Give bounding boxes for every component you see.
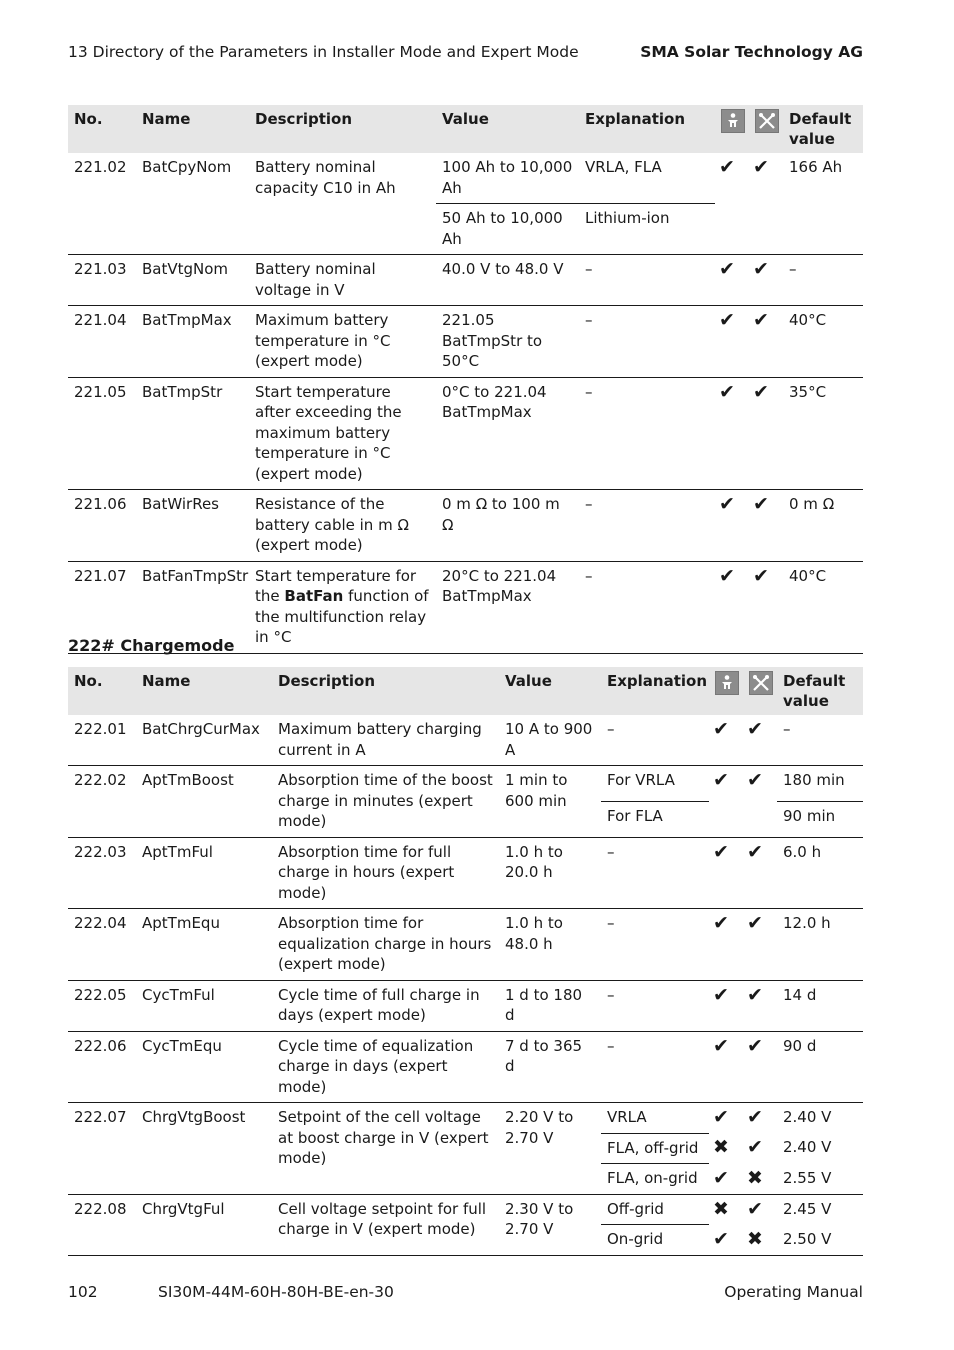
installer-check: ✔	[709, 715, 743, 766]
cell-default: 2.45 V	[783, 1199, 832, 1218]
header-value: Value	[499, 667, 601, 715]
header-explanation: Explanation	[579, 105, 715, 153]
cell-description: Resistance of the battery cable in m Ω (expert mode)	[249, 490, 436, 562]
cell-name: CycTmEqu	[136, 1031, 272, 1103]
cell-value: 20°C to 221.04 BatTmpMax	[436, 561, 579, 653]
header-no: No.	[68, 667, 136, 715]
cell-explanation: FLA, off-grid	[601, 1133, 709, 1164]
cell-explanation: For FLA	[601, 801, 709, 837]
cell-default: 40°C	[783, 306, 863, 378]
cell-explanation: FLA, on-grid	[601, 1164, 709, 1195]
table-header-row	[68, 105, 863, 153]
cell-value: 50 Ah to 10,000 Ah	[436, 204, 579, 255]
cell-default: 2.40 V	[783, 1138, 832, 1156]
cell-name: ChrgVtgBoost	[136, 1103, 272, 1195]
header-installer	[715, 105, 749, 153]
expert-check: ✔	[743, 766, 777, 838]
description-text: Start temperature for the	[255, 566, 417, 605]
cell-default: 0 m Ω	[783, 490, 863, 562]
cell-default: 6.0 h	[777, 837, 863, 909]
cell-name: BatCpyNom	[136, 153, 249, 255]
expert-check: ✔	[743, 837, 777, 909]
cell-default: 90 d	[777, 1031, 863, 1103]
cell-explanation: –	[579, 490, 715, 562]
cell-value: 7 d to 365 d	[499, 1031, 601, 1103]
cell-explanation: –	[579, 255, 715, 306]
expert-check: ✔	[743, 1031, 777, 1103]
expert-check: ✔	[749, 306, 783, 378]
cell-default: 166 Ah	[783, 153, 863, 255]
cell-name: AptTmFul	[136, 837, 272, 909]
cell-no: 222.05	[68, 980, 136, 1031]
document-id: SI30M-44M-60H-80H-BE-en-30	[158, 1283, 394, 1301]
cell-no: 222.04	[68, 909, 136, 981]
cell-explanation: VRLA, FLA	[579, 153, 715, 204]
installer-check: ✔	[709, 909, 743, 981]
installer-check: ✖	[713, 1136, 729, 1158]
cell-description: Absorption time of the boost charge in minutes (expert mode)	[272, 766, 499, 838]
expert-check: ✔	[747, 1136, 763, 1158]
chapter-heading: 13 Directory of the Parameters in Installer Mode and Expert Mode	[68, 43, 579, 61]
table-row	[68, 837, 863, 909]
installer-check: ✔	[709, 1164, 743, 1195]
cell-no: 221.06	[68, 490, 136, 562]
expert-check: ✔	[749, 561, 783, 653]
cell-explanation: VRLA	[601, 1103, 709, 1134]
cell-explanation: –	[601, 909, 709, 981]
cell-explanation: –	[579, 561, 715, 653]
expert-check: ✔	[749, 377, 783, 490]
parameter-table-221	[68, 105, 863, 654]
installer-check: ✖	[713, 1197, 729, 1220]
installer-icon	[715, 671, 739, 695]
installer-check: ✔	[709, 837, 743, 909]
cell-description: Cycle time of full charge in days (expert mode)	[272, 980, 499, 1031]
table-row	[68, 1031, 863, 1103]
expert-check: ✔	[749, 490, 783, 562]
installer-check: ✔	[709, 766, 743, 838]
installer-check: ✔	[709, 1031, 743, 1103]
table-row	[68, 255, 863, 306]
cell-default: 35°C	[783, 377, 863, 490]
company-name: SMA Solar Technology AG	[640, 43, 863, 61]
cell-description: Absorption time for full charge in hours (expert mode)	[272, 837, 499, 909]
cell-explanation: –	[601, 715, 709, 766]
table-row	[68, 715, 863, 766]
manual-title: Operating Manual	[724, 1283, 863, 1301]
cell-explanation: –	[601, 837, 709, 909]
cell-description: Maximum battery temperature in °C (expert mode)	[249, 306, 436, 378]
cell-name: AptTmEqu	[136, 909, 272, 981]
cell-description: Absorption time for equalization charge in hours (expert mode)	[272, 909, 499, 981]
table-row	[68, 980, 863, 1031]
header-description: Description	[272, 667, 499, 715]
cell-no: 221.05	[68, 377, 136, 490]
cell-description: Start temperature after exceeding the maximum battery temperature in °C (expert mode)	[249, 377, 436, 490]
expert-check: ✔	[743, 715, 777, 766]
cell-description: Maximum battery charging current in A	[272, 715, 499, 766]
cell-default: 2.40 V	[783, 1108, 832, 1126]
cell-description: Cell voltage setpoint for full charge in V (expert mode)	[272, 1194, 499, 1255]
table-row	[68, 377, 863, 490]
cell-default: 2.50 V	[777, 1225, 863, 1256]
cell-value: 221.05 BatTmpStr to 50°C	[436, 306, 579, 378]
installer-check: ✔	[715, 490, 749, 562]
cell-no: 221.02	[68, 153, 136, 255]
cell-default: 2.55 V	[777, 1164, 863, 1195]
page-number: 102	[68, 1283, 98, 1301]
cell-explanation: On-grid	[601, 1225, 709, 1256]
cell-name: BatChrgCurMax	[136, 715, 272, 766]
installer-check: ✔	[715, 306, 749, 378]
cell-value: 2.30 V to 2.70 V	[499, 1194, 601, 1255]
cell-no: 222.08	[68, 1194, 136, 1255]
cell-name: AptTmBoost	[136, 766, 272, 838]
cell-value: 1 min to 600 min	[499, 766, 601, 838]
description-text: function of the multifunction relay in °C	[255, 587, 429, 646]
cell-name: ChrgVtgFul	[136, 1194, 272, 1255]
table-row	[68, 306, 863, 378]
cell-description: Cycle time of equalization charge in days (expert mode)	[272, 1031, 499, 1103]
header-installer	[709, 667, 743, 715]
cell-explanation: Lithium-ion	[579, 204, 715, 255]
cell-value: 1.0 h to 20.0 h	[499, 837, 601, 909]
expert-check: ✖	[743, 1225, 777, 1256]
table-header-row	[68, 667, 863, 715]
cell-value: 2.20 V to 2.70 V	[499, 1103, 601, 1195]
header-explanation: Explanation	[601, 667, 709, 715]
parameter-table-222	[68, 667, 863, 1256]
cell-description: Battery nominal capacity C10 in Ah	[249, 153, 436, 255]
cell-default: –	[777, 715, 863, 766]
cell-default: 90 min	[777, 801, 863, 837]
header-default: Default value	[783, 105, 863, 153]
installer-icon	[721, 109, 745, 133]
cell-no: 221.07	[68, 561, 136, 653]
installer-check: ✔	[709, 980, 743, 1031]
installer-check: ✔	[709, 1225, 743, 1256]
cell-explanation: For VRLA	[601, 766, 709, 802]
cell-description	[249, 561, 436, 653]
cell-name: BatWirRes	[136, 490, 249, 562]
expert-check: ✔	[743, 909, 777, 981]
expert-check: ✔	[749, 255, 783, 306]
expert-tools-icon	[749, 671, 773, 695]
cell-name: BatVtgNom	[136, 255, 249, 306]
header-name: Name	[136, 667, 272, 715]
cell-name: BatTmpStr	[136, 377, 249, 490]
cell-explanation: –	[601, 1031, 709, 1103]
header-expert	[743, 667, 777, 715]
installer-check: ✔	[715, 255, 749, 306]
installer-check: ✔	[715, 153, 749, 255]
cell-name: CycTmFul	[136, 980, 272, 1031]
cell-value: 0 m Ω to 100 m Ω	[436, 490, 579, 562]
table-row	[68, 1103, 863, 1134]
header-name: Name	[136, 105, 249, 153]
cell-no: 221.03	[68, 255, 136, 306]
cell-name: BatTmpMax	[136, 306, 249, 378]
installer-check: ✔	[715, 561, 749, 653]
cell-explanation: –	[579, 377, 715, 490]
table-row	[68, 153, 863, 204]
installer-check: ✔	[715, 377, 749, 490]
header-default: Default value	[777, 667, 863, 715]
description-bold-term: BatFan	[284, 587, 344, 605]
cell-default: –	[783, 255, 863, 306]
table-row	[68, 766, 863, 802]
cell-default: 40°C	[783, 561, 863, 653]
cell-default: 14 d	[777, 980, 863, 1031]
cell-no: 222.02	[68, 766, 136, 838]
installer-check: ✔	[713, 1106, 729, 1128]
cell-value: 100 Ah to 10,000 Ah	[436, 153, 579, 204]
cell-value: 1 d to 180 d	[499, 980, 601, 1031]
cell-value: 0°C to 221.04 BatTmpMax	[436, 377, 579, 490]
table-row	[68, 490, 863, 562]
table-row	[68, 909, 863, 981]
cell-value: 10 A to 900 A	[499, 715, 601, 766]
cell-name: BatFanTmpStr	[136, 561, 249, 653]
cell-no: 221.04	[68, 306, 136, 378]
cell-description: Battery nominal voltage in V	[249, 255, 436, 306]
cell-explanation: –	[601, 980, 709, 1031]
table-row	[68, 1194, 863, 1225]
cell-no: 222.07	[68, 1103, 136, 1195]
cell-no: 222.06	[68, 1031, 136, 1103]
cell-description: Setpoint of the cell voltage at boost charge in V (expert mode)	[272, 1103, 499, 1195]
cell-no: 222.01	[68, 715, 136, 766]
expert-check: ✔	[749, 153, 783, 255]
section-title: 222# Chargemode	[68, 636, 235, 655]
header-expert	[749, 105, 783, 153]
cell-explanation: Off-grid	[601, 1194, 709, 1225]
cell-value: 40.0 V to 48.0 V	[436, 255, 579, 306]
header-no: No.	[68, 105, 136, 153]
expert-tools-icon	[755, 109, 779, 133]
cell-default: 12.0 h	[777, 909, 863, 981]
cell-default: 180 min	[777, 766, 863, 802]
cell-no: 222.03	[68, 837, 136, 909]
expert-check: ✔	[747, 1106, 763, 1128]
header-value: Value	[436, 105, 579, 153]
expert-check: ✔	[743, 980, 777, 1031]
cell-value: 1.0 h to 48.0 h	[499, 909, 601, 981]
expert-check: ✖	[743, 1164, 777, 1195]
header-description: Description	[249, 105, 436, 153]
cell-explanation: –	[579, 306, 715, 378]
expert-check: ✔	[747, 1197, 763, 1220]
